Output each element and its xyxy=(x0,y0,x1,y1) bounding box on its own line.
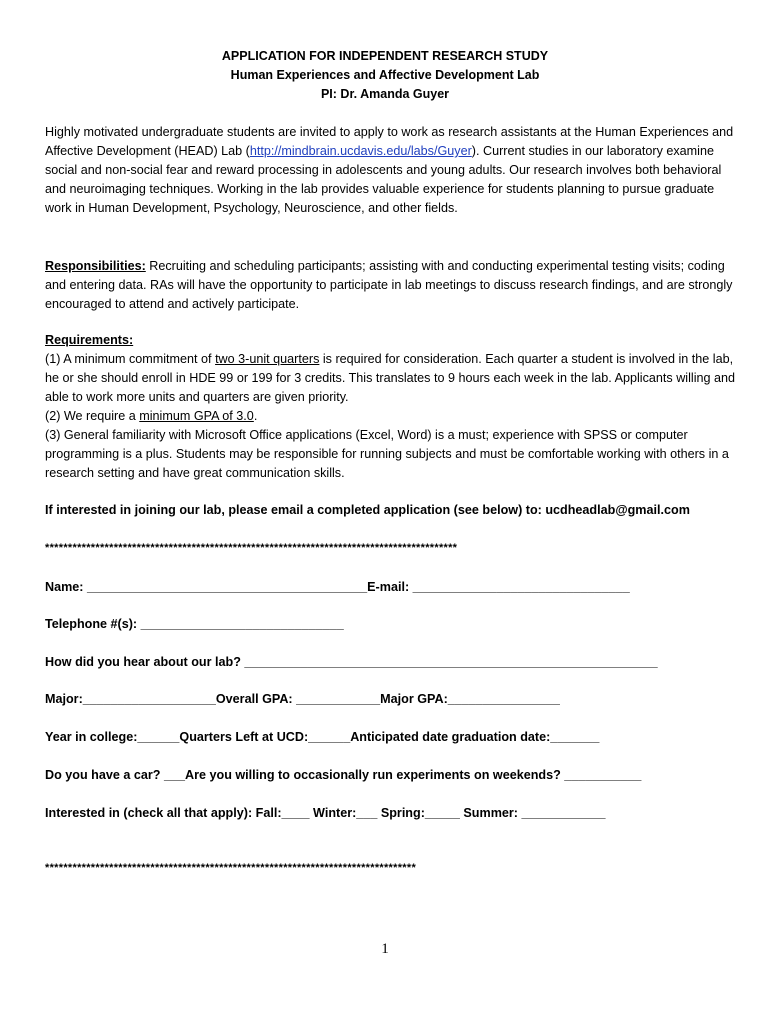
requirement-2 xyxy=(45,407,735,426)
title-line-1: APPLICATION FOR INDEPENDENT RESEARCH STUDY xyxy=(221,49,549,63)
page-number: 1 xyxy=(381,941,389,957)
title-line-3: PI: Dr. Amanda Guyer xyxy=(320,87,450,101)
year-quarters-graduation-field[interactable]: Year in college:______Quarters Left at UCD:______Anticipated date graduation date:_______ xyxy=(45,730,600,744)
quarters-interest-field[interactable]: Interested in (check all that apply): Fall:____ Winter:___ Spring:_____ Summer: ____________ xyxy=(45,806,606,820)
requirement-2-emphasis: minimum GPA of 3.0 xyxy=(139,409,254,423)
name-email-field[interactable]: Name: ________________________________________E-mail: _______________________________ xyxy=(45,580,630,594)
requirement-1 xyxy=(45,350,735,407)
separator-stars-bottom: ********************************************************************************* xyxy=(45,862,417,874)
intro-text-start: Highly motivated undergraduate students are invited to apply to work as research assistants at the Human Experiences and Affective Development (HEAD) Lab ( xyxy=(45,125,734,158)
telephone-field[interactable]: Telephone #(s): _____________________________ xyxy=(45,617,344,631)
responsibilities-text: Recruiting and scheduling participants; assisting with and conducting experimental testing visits; coding and entering data. RAs will have the opportunity to participate in lab meetings to discuss research findings, and are strongly encouraged to attend and actively participate. xyxy=(45,259,733,311)
title-line-2: Human Experiences and Affective Development Lab xyxy=(230,68,540,82)
intro-paragraph xyxy=(45,123,735,218)
lab-website-link[interactable]: http://mindbrain.ucdavis.edu/labs/Guyer xyxy=(249,144,472,158)
referral-source-field[interactable]: How did you hear about our lab? ___________________________________________________________ xyxy=(45,655,658,669)
requirement-1-text-b: is required for consideration. Each quarter a student is involved in the lab, he or she should enroll in HDE 99 or 199 for 3 credits. This translates to 9 hours each week in the lab. Applicants willing and able to work more units and quarters are given priority. xyxy=(45,352,736,404)
requirement-1-text-a: (1) A minimum commitment of xyxy=(45,352,216,366)
contact-instruction: If interested in joining our lab, please email a completed application (see below) to: ucdheadlab@gmail.com xyxy=(45,503,690,517)
requirement-1-emphasis: two 3-unit quarters xyxy=(215,352,320,366)
requirement-3: (3) General familiarity with Microsoft Office applications (Excel, Word) is a must; experience with SPSS or computer programming is a plus. Students may be responsible for running subjects and must be comfortable working with others in a research setting and have great communication skills. xyxy=(45,428,729,480)
requirements-section xyxy=(45,331,735,483)
car-weekends-field[interactable]: Do you have a car? ___Are you willing to occasionally run experiments on weekends? ___________ xyxy=(45,768,642,782)
intro-text-end: ). Current studies in our laboratory examine social and non-social fear and reward processing in adolescents and young adults. Our research involves both behavioral and neuroimaging techniques. Working in the lab provides valuable experience for students planning to pursue graduate work in Human Development, Psychology, Neuroscience, and other fields. xyxy=(45,144,722,215)
responsibilities-heading: Responsibilities: xyxy=(45,259,146,273)
requirement-2-text-a: (2) We require a xyxy=(45,409,140,423)
requirements-heading: Requirements: xyxy=(45,333,134,347)
major-gpa-field[interactable]: Major:___________________Overall GPA: ____________Major GPA:________________ xyxy=(45,692,560,706)
separator-stars-top: ****************************************************************************************** xyxy=(45,542,458,554)
responsibilities-paragraph xyxy=(45,257,735,314)
requirement-2-text-b: . xyxy=(253,409,258,423)
